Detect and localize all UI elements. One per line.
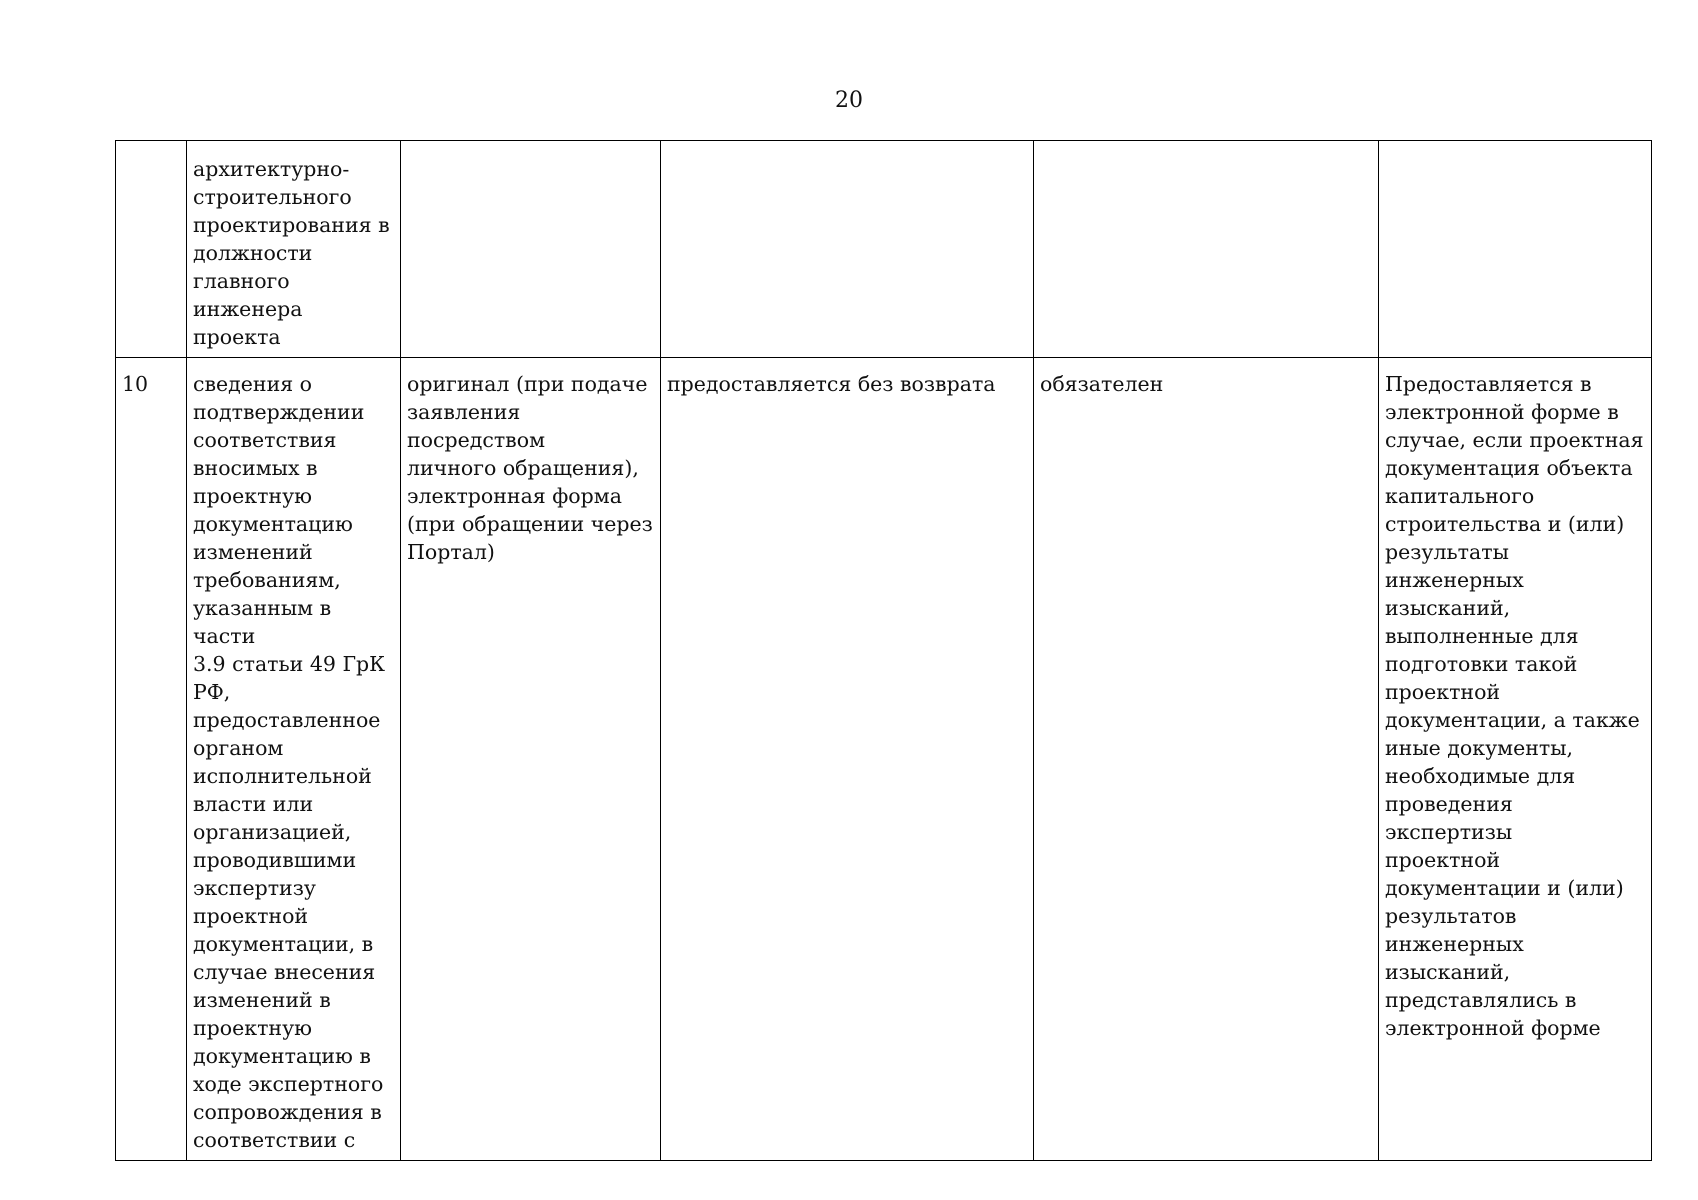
- documents-table: [115, 140, 1652, 1161]
- cell-document-name: сведения о подтверждении соответствия вносимых в проектную документацию изменений требованиям, указанным в части 3.9 статьи 49 ГрК РФ, предоставленное органом исполнительной власти или организацией, проводившими экспертизу проектной документации, в случае внесения изменений в проектную документацию в ходе экспертного сопровождения в соответствии с: [187, 358, 401, 1161]
- cell-document-name: архитектурно- строительного проектирования в должности главного инженера проекта: [187, 141, 401, 358]
- cell-return-condition: предоставляется без возврата: [661, 358, 1034, 1161]
- cell-required: обязателен: [1034, 358, 1379, 1161]
- cell-return-condition: [661, 141, 1034, 358]
- cell-note: Предоставляется в электронной форме в случае, если проектная документация объекта капитального строительства и (или) результаты инженерных изысканий, выполненные для подготовки такой проектной документации, а также иные документы, необходимые для проведения экспертизы проектной документации и (или) результатов инженерных изысканий, представлялись в электронной форме: [1379, 358, 1652, 1161]
- table-row: [116, 141, 1652, 358]
- cell-required: [1034, 141, 1379, 358]
- cell-number: [116, 141, 187, 358]
- cell-number: 10: [116, 358, 187, 1161]
- page-number: 20: [835, 88, 863, 113]
- cell-document-form: [401, 141, 661, 358]
- table-row: [116, 358, 1652, 1161]
- cell-note: [1379, 141, 1652, 358]
- cell-document-form: оригинал (при подаче заявления посредством личного обращения), электронная форма (при обращении через Портал): [401, 358, 661, 1161]
